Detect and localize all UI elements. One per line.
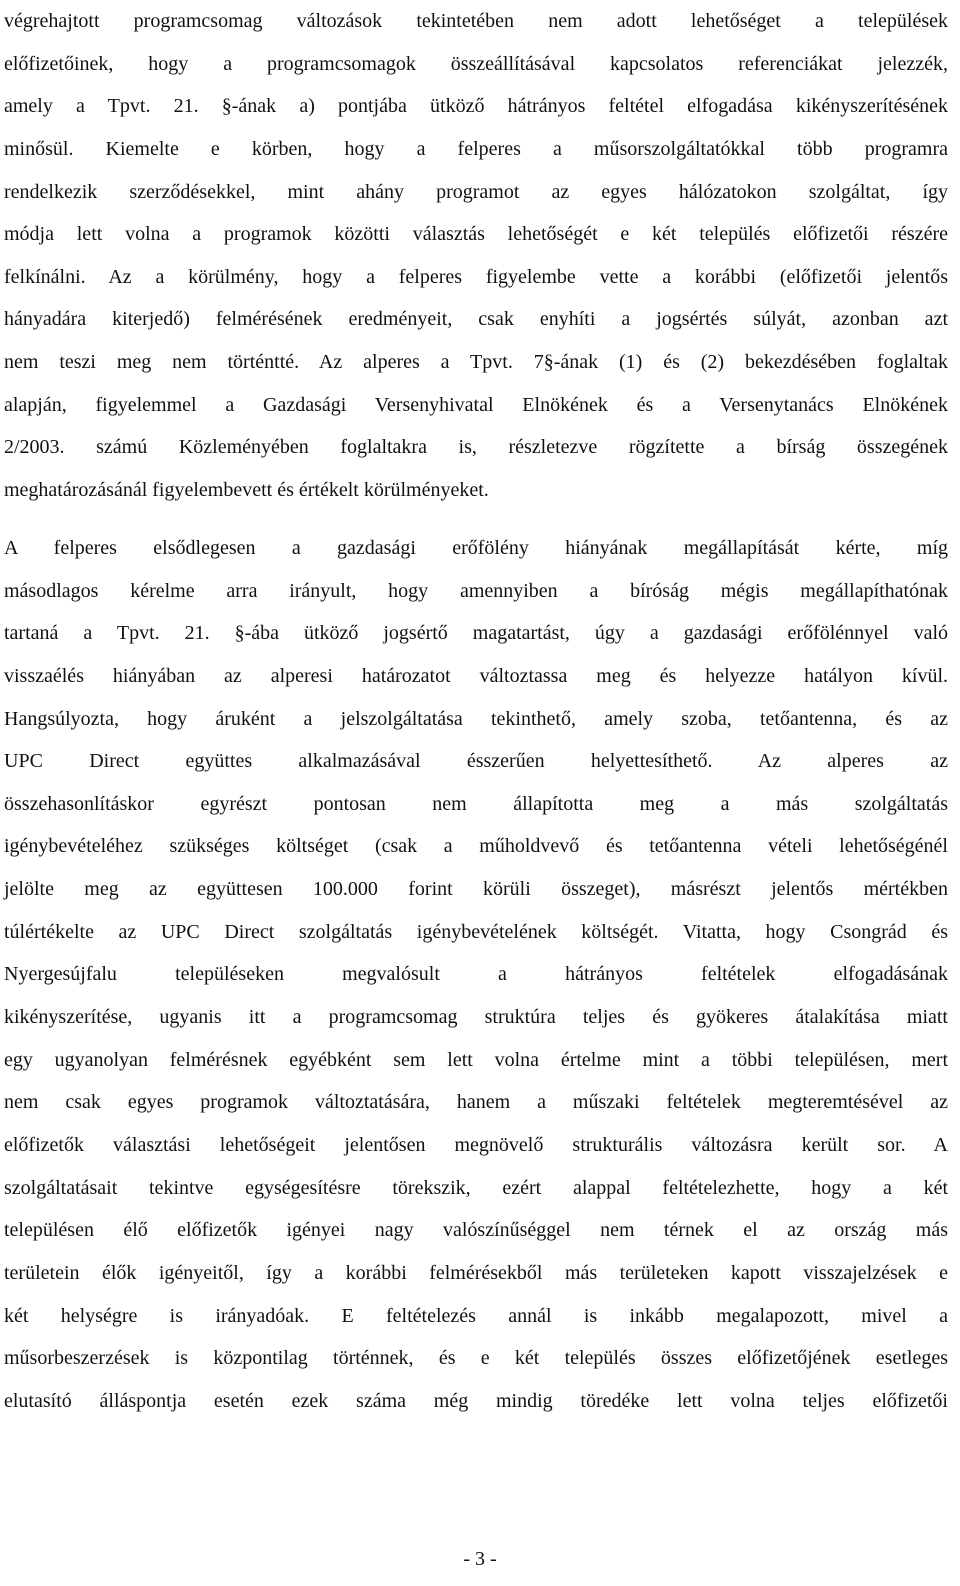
text-line: minősül. Kiemelte e körben, hogy a felperes a műsorszolgáltatókkal több programra xyxy=(4,137,948,160)
text-line: hányadára kiterjedő) felmérésének eredményeit, csak enyhíti a jogsértés súlyát, azonban azt xyxy=(4,308,948,331)
text-line: területein élők igényeitől, így a korábbi felmérésekből más területeken kapott visszajelzések e xyxy=(4,1261,948,1284)
text-line: nem teszi meg nem történtté. Az alperes a Tpvt. 7§-ának (1) és (2) bekezdésében foglaltak xyxy=(4,351,948,374)
text-line: tartaná a Tpvt. 21. §-ába ütköző jogsértő magatartást, úgy a gazdasági erőfölénnyel való xyxy=(4,622,948,645)
text-line: végrehajtott programcsomag változások tekintetében nem adott lehetőséget a települések xyxy=(4,10,948,32)
text-line: egy ugyanolyan felmérésnek egyébként sem lett volna értelme mint a többi településen, mert xyxy=(4,1048,948,1071)
text-line: A felperes elsődlegesen a gazdasági erőfölény hiányának megállapítását kérte, míg xyxy=(4,537,948,559)
text-line: módja lett volna a programok közötti választás lehetőségét e két település előfizetői részére xyxy=(4,223,948,246)
text-line: szolgáltatásait tekintve egységesítésre törekszik, ezért alappal feltételezhette, hogy a két xyxy=(4,1176,948,1199)
text-line: amely a Tpvt. 21. §-ának a) pontjába ütköző hátrányos feltétel elfogadása kikényszerítésének xyxy=(4,95,948,118)
text-line: meghatározásánál figyelembevett és értékelt körülményeket. xyxy=(4,479,489,502)
text-line: Hangsúlyozta, hogy áruként a jelszolgáltatása tekinthető, amely szoba, tetőantenna, és az xyxy=(4,707,948,730)
text-line: előfizetők választási lehetőségeit jelentősen megnövelő strukturális változásra került sor. A xyxy=(4,1133,948,1156)
page-number: - 3 - xyxy=(463,1548,497,1570)
text-line: összehasonlításkor egyrészt pontosan nem állapította meg a más szolgáltatás xyxy=(4,792,948,815)
text-line: kikényszerítése, ugyanis itt a programcsomag struktúra teljes és gyökeres átalakítása miatt xyxy=(4,1006,948,1029)
text-line: alapján, figyelemmel a Gazdasági Versenyhivatal Elnökének és a Versenytanács Elnökének xyxy=(4,393,948,416)
text-line: két helységre is irányadóak. E feltételezés annál is inkább megalapozott, mivel a xyxy=(4,1304,948,1327)
text-line: településen élő előfizetők igényei nagy valószínűséggel nem térnek el az ország más xyxy=(4,1219,948,1242)
paragraph-1 xyxy=(4,0,948,512)
text-line: visszaélés hiányában az alperesi határozatot változtassa meg és helyezze hatályon kívül. xyxy=(4,664,948,687)
text-line: előfizetőinek, hogy a programcsomagok összeállításával kapcsolatos referenciákat jelezzék, xyxy=(4,52,948,75)
text-line: Nyergesújfalu településeken megvalósult a hátrányos feltételek elfogadásának xyxy=(4,963,948,986)
text-line: rendelkezik szerződésekkel, mint ahány programot az egyes hálózatokon szolgáltat, így xyxy=(4,180,948,203)
text-line: igénybevételéhez szükséges költséget (csak a műholdvevő és tetőantenna vételi lehetőségénél xyxy=(4,835,948,858)
text-line: elutasító álláspontja esetén ezek száma még mindig töredéke lett volna teljes előfizetői xyxy=(4,1389,948,1412)
text-line: 2/2003. számú Közleményében foglaltakra is, részletezve rögzítette a bírság összegének xyxy=(4,436,948,459)
text-line: felkínálni. Az a körülmény, hogy a felperes figyelembe vette a korábbi (előfizetői jelentős xyxy=(4,265,948,288)
text-line: UPC Direct együttes alkalmazásával ésszerűen helyettesíthető. Az alperes az xyxy=(4,750,948,773)
text-line: nem csak egyes programok változtatására, hanem a műszaki feltételek megteremtésével az xyxy=(4,1091,948,1114)
paragraph-2 xyxy=(4,527,948,1422)
text-line: másodlagos kérelme arra irányult, hogy amennyiben a bíróság mégis megállapíthatónak xyxy=(4,579,948,602)
text-line: túlértékelte az UPC Direct szolgáltatás igénybevételének költségét. Vitatta, hogy Csongrád és xyxy=(4,920,948,943)
text-line: jelölte meg az együttesen 100.000 forint körüli összeget), másrészt jelentős mértékben xyxy=(4,878,948,901)
text-line: műsorbeszerzések is központilag történnek, és e két település összes előfizetőjének esetleges xyxy=(4,1347,948,1370)
